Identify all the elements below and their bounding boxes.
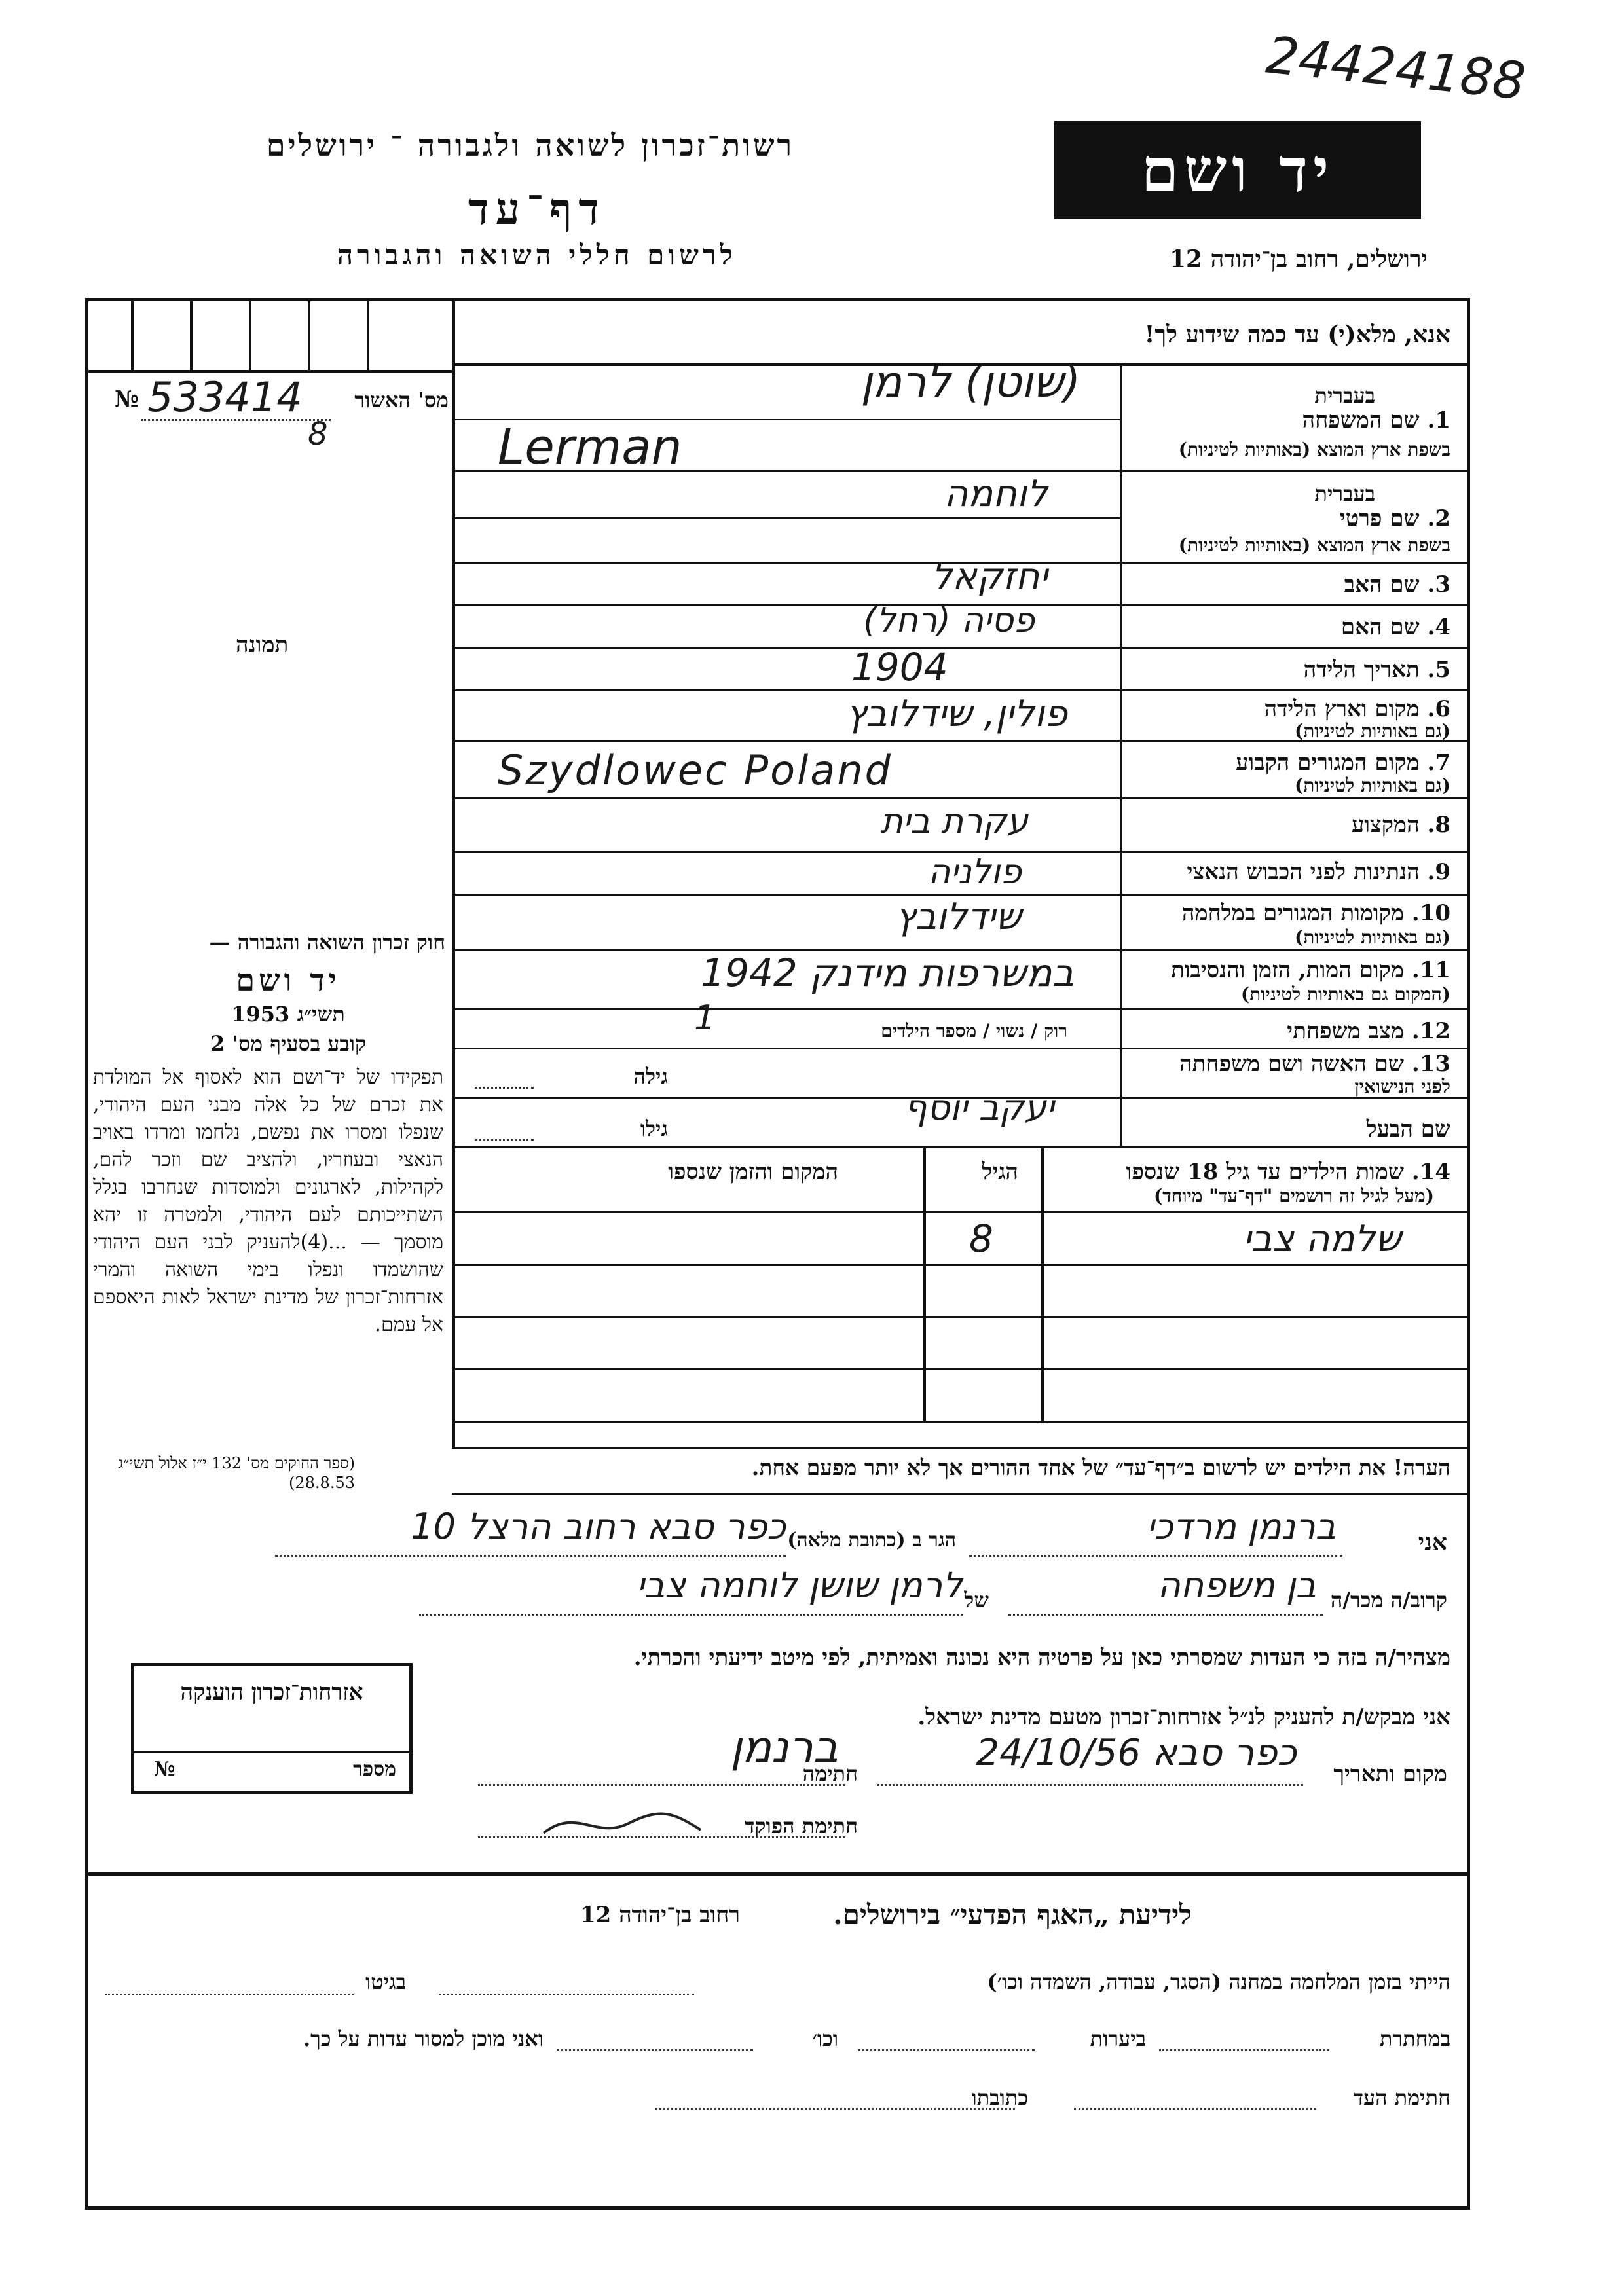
field-13-label [1179, 1051, 1450, 1077]
field-6-sub: (גם באותיות לטיניות) [1294, 720, 1450, 742]
field-1-sub: בשפת ארץ המוצא (באותיות לטיניות) [1178, 439, 1450, 460]
field-1-number: 1. [1427, 407, 1450, 433]
field-12-label [1287, 1018, 1450, 1044]
field-1-value-latin: Lerman [498, 419, 682, 475]
law-year: תשי״ג 1953 [231, 1002, 345, 1027]
bottom-line3-b: כתובתו [971, 2085, 1028, 2110]
approval-no-sign: № [115, 386, 139, 412]
children-age-header: הגיל [982, 1159, 1018, 1185]
field-2-sub: בשפת ארץ המוצא (באותיות לטיניות) [1178, 534, 1450, 556]
field-7-sub: (גם באותיות לטיניות) [1294, 774, 1450, 796]
husband-label: שם הבעל [1366, 1116, 1450, 1142]
law-logo: יד ושם [236, 962, 341, 998]
decl-relation: בן משפחה [1157, 1565, 1316, 1606]
child-1-age: 8 [969, 1216, 993, 1261]
photo-label: תמונה [236, 632, 289, 658]
field-2-lang: בעברית [1314, 481, 1375, 506]
field-11-number: 11. [1411, 957, 1450, 983]
field-10-sub: (גם באותיות לטיניות) [1294, 926, 1450, 948]
decl-residing-label: הגר ב (כתובת מלאה) [787, 1529, 956, 1552]
field-1-value-hebrew: (שוטן) לרמן [860, 357, 1080, 407]
field-5-title: תאריך הלידה [1303, 657, 1420, 683]
field-6-value: פולין, שידלובץ [846, 693, 1067, 735]
decl-of-name: לרמן שושן לוחמה צבי [637, 1565, 963, 1606]
decl-of-label: של [964, 1588, 989, 1613]
field-8-value: עקרת בית [880, 802, 1028, 841]
approval-number: 533414 [147, 373, 303, 421]
field-1-title: שם המשפחה [1302, 407, 1420, 433]
law-heading: חוק זכרון השואה והגבורה — [209, 930, 445, 955]
field-7-value: Szydlowec Poland [498, 746, 893, 794]
field-8-label [1352, 812, 1450, 838]
field-11-label [1171, 957, 1450, 983]
field-12-options: רוק / נשוי / מספר הילדים [881, 1020, 1067, 1042]
husband-name: יעקב יוסף [904, 1087, 1054, 1128]
field-6-label [1264, 696, 1450, 722]
field-9-number: 9. [1427, 859, 1450, 885]
stamp-number: 24424188 [1263, 26, 1528, 112]
bottom-line1-end: בגיטו [365, 1969, 406, 1994]
field-7-title: מקום המגורים הקבוע [1236, 750, 1420, 776]
bottom-line2-b: ביערות [1090, 2026, 1146, 2051]
children-place-header: המקום והזמן שנספו [668, 1159, 838, 1185]
field-3-title: שם האב [1344, 572, 1420, 598]
decl-place-date-label: מקום ותאריך [1333, 1761, 1447, 1787]
field-4-value: פסיה (רחל) [863, 601, 1035, 640]
approval-page-number: 8 [308, 416, 328, 452]
decl-i-label: אני [1418, 1529, 1447, 1556]
children-sub: (מעל לגיל זה רושמים "דף־עד" מיוחד) [1154, 1185, 1434, 1207]
form-subtitle: לרשום חללי השואה והגבורה [337, 239, 737, 271]
field-10-label [1182, 900, 1450, 926]
bottom-line1-label: הייתי בזמן המלחמה במחנה (הסגר, עבודה, השמדה וכו׳) [987, 1969, 1450, 1994]
field-7-number: 7. [1427, 750, 1450, 776]
decl-declarant: ברנמן מרדכי [1146, 1506, 1336, 1547]
field-3-value: יחזקאל [931, 555, 1048, 598]
decl-request: אני מבקש/ת להעניק לנ״ל אזרחות־זכרון מטעם מדינת ישראל. [917, 1704, 1450, 1730]
header-address: ירושלים, רחוב בן־יהודה 12 [1169, 246, 1428, 273]
citizenship-number-label: מספר [353, 1758, 396, 1781]
note-text: הערה! את הילדים יש לרשום ב״דף־עד״ של אחד ההורים אך לא יותר מפעם אחת. [751, 1455, 1450, 1480]
field-2-label [1340, 505, 1450, 532]
field-9-value: פולניה [928, 852, 1022, 892]
children-title: שמות הילדים עד גיל 18 שנספו [1126, 1159, 1404, 1185]
decl-signature-label: חתימה [802, 1761, 858, 1786]
law-body: תפקידו של יד־ושם הוא לאסוף אל המולדת את זכרם של כל אלה מבני העם היהודי, שנפלו ומסרו את נפשם, נלחמו ומרדו באויב הנאצי ובעוזריו, ולהציב שם וזכר להם, לקהילות, לארגונים ולמוסדות שנחרבו בגלל השתייכותם לעם היהודי, ולמטרה זו יהא מוסמך — ...(4)להעניק לבני העם היהודי שהושמדו ונפלו בימי השואה והמרי אזרחות־זכרון של מדינת ישראל לאות היאספם אל עמם. [93, 1066, 444, 1336]
field-11-sub: (המקום גם באותיות לטיניות) [1240, 983, 1450, 1005]
field-9-title: הנתינות לפני הכבוש הנאצי [1187, 859, 1420, 885]
law-source: (ספר החוקים מס' 132 י״ז אלול תשי״ג 28.8.53) [118, 1454, 355, 1492]
field-3-label [1344, 572, 1450, 598]
field-8-number: 8. [1427, 812, 1450, 838]
approval-label: מס' האשור [354, 388, 449, 412]
field-2-value: לוחמה [944, 473, 1048, 515]
field-7-label [1236, 750, 1450, 776]
field-5-number: 5. [1427, 657, 1450, 683]
field-10-title: מקומות המגורים במלחמה [1181, 900, 1404, 926]
form-title: דף־עד [468, 183, 606, 234]
yad-vashem-logo [1054, 121, 1421, 219]
decl-statement: מצהיר/ה בזה כי העדות שמסרתי כאן על פרטיה היא נכונה ואמיתית, לפי מיטב ידיעתי והכרתי. [633, 1645, 1450, 1671]
authority-title: רשות־זכרון לשואה ולגבורה ־ ירושלים [266, 128, 795, 163]
field-6-title: מקום וארץ הלידה [1264, 696, 1420, 722]
decl-signature: ברנמן [730, 1722, 838, 1772]
field-3-number: 3. [1427, 572, 1450, 598]
decl-relation-label: קרוב/ה מכר/ה [1330, 1588, 1447, 1613]
field-6-number: 6. [1427, 696, 1450, 722]
bottom-title: לידיעת „האגף הפדעי״ בירושלים. [833, 1899, 1192, 1931]
decl-place-date: כפר סבא 24/10/56 [976, 1732, 1297, 1774]
field-12-title: מצב משפחתי [1287, 1018, 1404, 1044]
bottom-line3-a: חתימת העד [1353, 2085, 1450, 2110]
field-5-label [1304, 657, 1450, 683]
husband-age-label: גילו [640, 1116, 668, 1141]
bottom-address: רחוב בן־יהודה 12 [580, 1902, 740, 1928]
field-2-title: שם פרטי [1339, 505, 1420, 532]
bottom-line2-end: ואני מוכן למסור עדות על כך. [303, 2026, 544, 2051]
children-number: 14. [1411, 1159, 1450, 1185]
children-label [1126, 1159, 1450, 1185]
official-signature-scribble [537, 1800, 707, 1846]
citizenship-title: אזרחות־זכרון הוענקה [180, 1679, 363, 1705]
field-8-title: המקצוע [1351, 812, 1420, 838]
field-4-number: 4. [1427, 614, 1450, 640]
decl-address: כפר סבא רחוב הרצל 10 [411, 1506, 786, 1547]
bottom-line2-a: במחתרת [1379, 2026, 1450, 2051]
field-11-title: מקום המות, הזמן והנסיבות [1170, 957, 1404, 983]
logo-text: יד ושם [1141, 135, 1335, 206]
wife-age-label: גילה [633, 1064, 668, 1089]
field-5-value: 1904 [851, 645, 948, 689]
field-1-label [1302, 407, 1450, 433]
field-13-title: שם האשה ושם משפחתה [1179, 1051, 1404, 1077]
field-10-value: שידלובץ [895, 896, 1022, 938]
decl-official-label: חתימת הפוקד [745, 1813, 858, 1838]
bottom-line2-c: וכו׳ [812, 2026, 838, 2051]
field-1-lang: בעברית [1314, 383, 1375, 408]
field-13-number: 13. [1411, 1051, 1450, 1077]
instruction-text: אנא, מלא(י) עד כמה שידוע לך! [1144, 321, 1450, 348]
field-10-number: 10. [1411, 900, 1450, 926]
field-9-label [1187, 859, 1451, 885]
field-2-number: 2. [1427, 505, 1450, 532]
field-11-value: במשרפות מידנק 1942 [701, 951, 1074, 995]
child-1-name: שלמה צבי [1242, 1218, 1401, 1260]
field-4-label [1341, 614, 1450, 640]
field-12-children-count: 1 [694, 998, 716, 1038]
law-clause: קובע בסעיף מס' 2 [210, 1031, 367, 1056]
citizenship-box [131, 1663, 413, 1794]
field-4-title: שם האם [1340, 614, 1420, 640]
field-12-number: 12. [1411, 1018, 1450, 1044]
field-13-sub: לפני הנישואין [1354, 1076, 1450, 1097]
citizenship-no-sign: № [154, 1758, 175, 1781]
